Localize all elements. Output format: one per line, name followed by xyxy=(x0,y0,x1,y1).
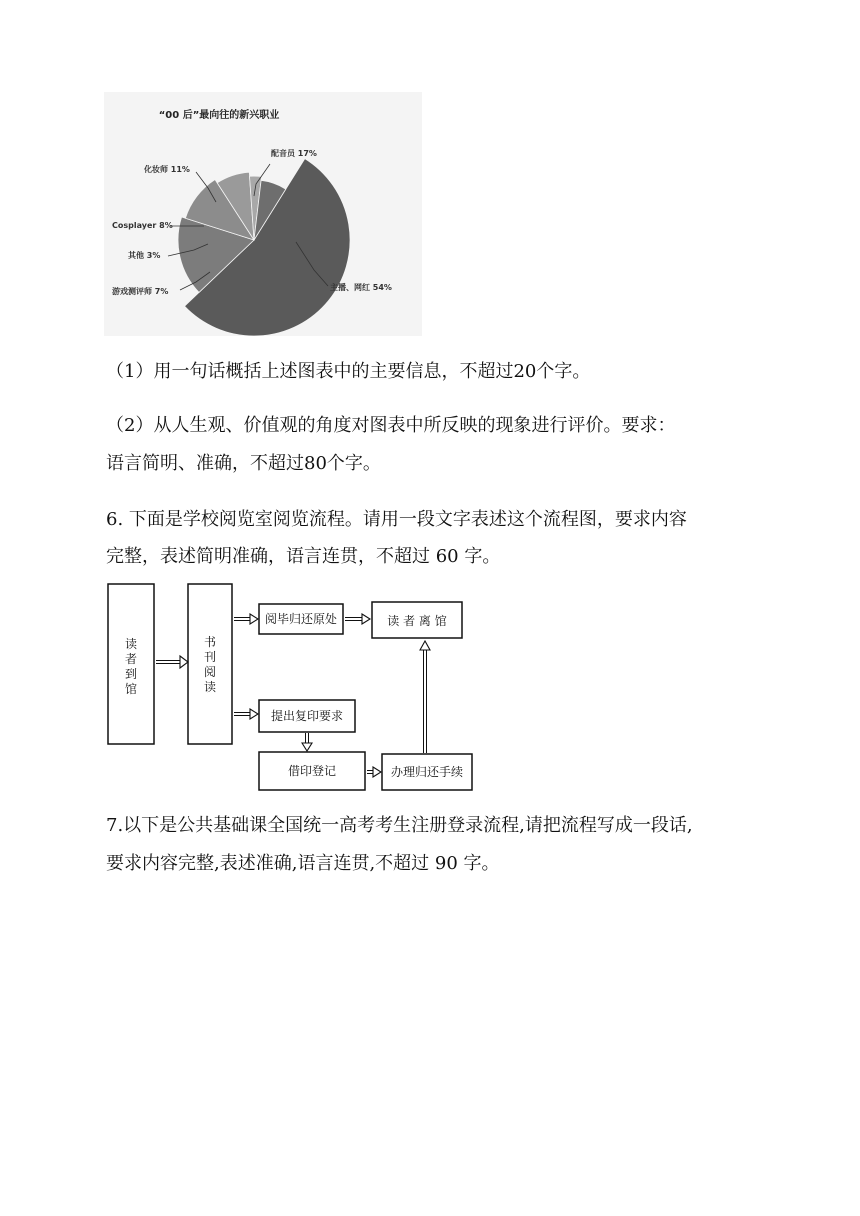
question-7-line1: 7.以下是公共基础课全国统一高考考生注册登录流程,请把流程写成一段话, xyxy=(106,815,693,836)
pie-chart-figure xyxy=(104,92,422,336)
book-read-char-1: 书 xyxy=(203,635,217,649)
slice-label-game: 游戏测评师 7% xyxy=(112,287,169,296)
arrow-arrive-to-reading-head xyxy=(180,656,188,668)
question-6-line1: 6. 下面是学校阅览室阅览流程。请用一段文字表述这个流程图，要求内容 xyxy=(106,509,687,530)
borrow-register-label: 借印登记 xyxy=(287,764,337,778)
reading-room-flowchart xyxy=(100,582,480,798)
reader-arrive-char-4: 馆 xyxy=(124,682,138,696)
arrow-copy-to-register-head xyxy=(302,743,312,751)
arrow-procedure-to-leave-head xyxy=(420,641,430,650)
reader-arrive-char-3: 到 xyxy=(124,667,138,681)
slice-label-anchor: 主播、网红 54% xyxy=(330,283,392,292)
return-procedure-label: 办理归还手续 xyxy=(390,765,464,779)
arrow-reading-to-copy-head xyxy=(250,709,258,719)
reader-arrive-char-2: 者 xyxy=(124,652,138,666)
book-read-char-2: 刊 xyxy=(203,650,217,664)
return-shelf-label: 阅毕归还原处 xyxy=(264,612,338,626)
book-read-char-4: 读 xyxy=(203,680,217,694)
question-5-1: （1）用一句话概括上述图表中的主要信息，不超过20个字。 xyxy=(106,361,591,382)
question-6-line2: 完整，表述简明准确，语言连贯，不超过 60 字。 xyxy=(106,546,501,567)
copy-request-label: 提出复印要求 xyxy=(270,709,344,723)
reader-arrive-char-1: 读 xyxy=(124,637,138,651)
book-read-char-3: 阅 xyxy=(203,665,217,679)
slice-label-cosplayer: Cosplayer 8% xyxy=(112,221,173,230)
chart-title: “00 后”最向往的新兴职业 xyxy=(158,110,280,121)
slice-label-makeup: 化妆师 11% xyxy=(144,165,190,174)
pie-chart xyxy=(104,92,422,336)
box-book-reading xyxy=(188,584,232,744)
slice-label-other: 其他 3% xyxy=(128,251,161,260)
question-7-line2: 要求内容完整,表述准确,语言连贯,不超过 90 字。 xyxy=(106,853,500,874)
reader-leave-label: 读 者 离 馆 xyxy=(387,614,447,628)
arrow-reading-to-shelf-head xyxy=(250,614,258,624)
arrow-register-to-procedure-head xyxy=(373,767,381,777)
arrow-shelf-to-leave-head xyxy=(362,614,370,624)
question-5-2-line2: 语言简明、准确，不超过80个字。 xyxy=(106,453,381,474)
slice-label-dub: 配音员 17% xyxy=(271,149,317,158)
question-5-2-line1: （2）从人生观、价值观的角度对图表中所反映的现象进行评价。要求： xyxy=(106,415,676,436)
